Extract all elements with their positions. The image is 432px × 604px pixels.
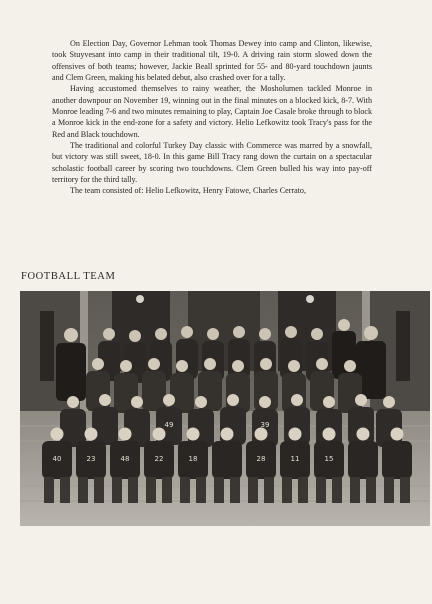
- paragraph-monroe-game: Having accustomed themselves to rainy weather, the Mosholumen tackled Monroe in another downpour on November 19, winning out in the final minutes on a blocked kick, 8-7. With Monroe leading 7-6 and two minutes remaining to play, Captain Joe Casale broke through to block a Monroe kick in the end-zone for a safety and victory. Helio Lefkowitz took Tracy's pass for the Red and Black touchdown.: [52, 84, 373, 139]
- jersey-number: 49: [164, 421, 174, 429]
- jersey-number: 40: [52, 455, 62, 463]
- paragraph-turkey-day: The traditional and colorful Turkey Day classic with Commerce was marred by a snowfall, but victory was still sweet, 18-0. In this game Bill Tracy rang down the curtain on a spectacular scholastic football career by scoring two touchdowns. Clem Green bulled his way into pay-off territory for the third tally.: [52, 141, 372, 185]
- jersey-number: 11: [290, 455, 300, 463]
- paragraph-team-roster: The team consisted of: Helio Lefkowitz, Henry Fatowe, Charles Cerrato,: [70, 186, 306, 196]
- jersey-number: 48: [120, 455, 130, 463]
- paragraph-election-day: On Election Day, Governor Lehman took Thomas Dewey into camp and Clinton, likewise, took Stuyvesant into camp in their traditional tilt, 19-0. A driving rain storm slowed down the offensives of both teams; however, Jackie Beall sprinted for 55- and 80-yard touchdown jaunts and Clem Green, making his belated debut, also crashed over for a tally.: [52, 39, 372, 83]
- team-photo-image: [20, 291, 430, 526]
- section-heading: FOOTBALL TEAM: [21, 271, 116, 282]
- article-text: [52, 38, 372, 197]
- jersey-number: 22: [154, 455, 164, 463]
- team-photo: [20, 291, 430, 526]
- jersey-number: 15: [324, 455, 334, 463]
- jersey-number: 18: [188, 455, 198, 463]
- jersey-number: 23: [86, 455, 96, 463]
- jersey-number: 39: [260, 421, 270, 429]
- jersey-number: 28: [256, 455, 266, 463]
